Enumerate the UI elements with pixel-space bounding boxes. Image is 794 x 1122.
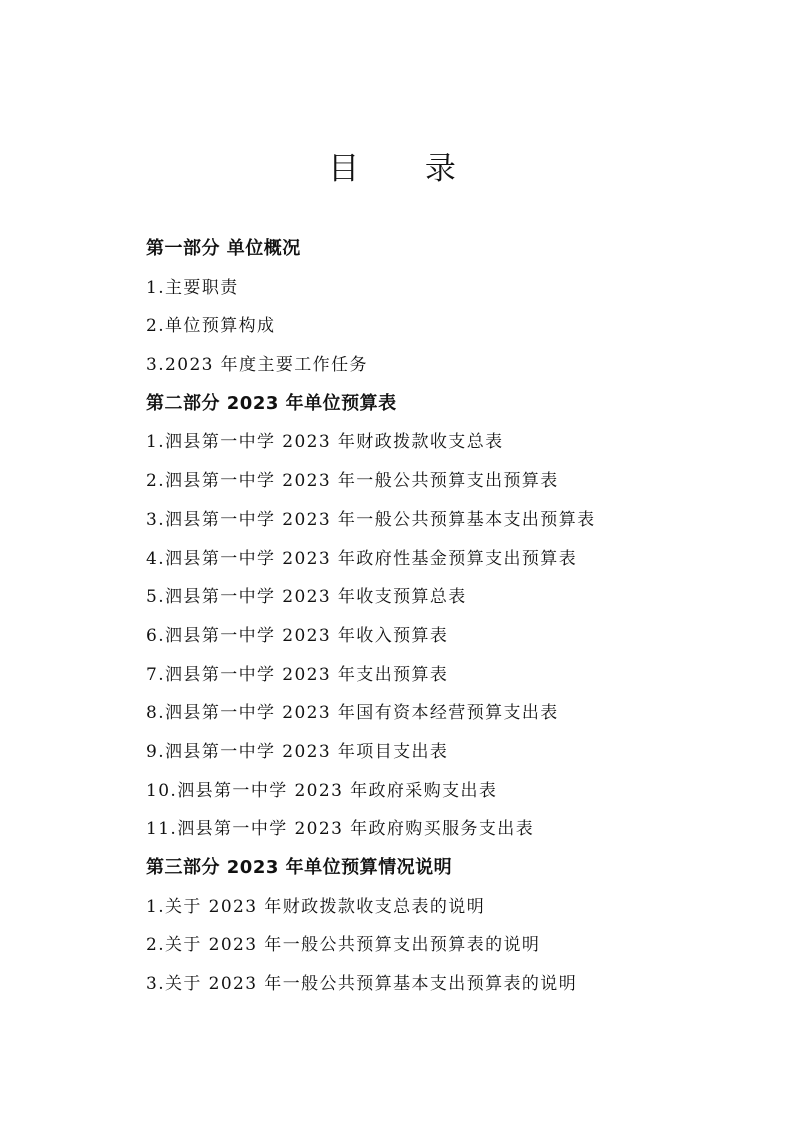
toc-item[interactable]: 3.关于 2023 年一般公共预算基本支出预算表的说明 <box>146 974 578 995</box>
toc-item[interactable]: 2.单位预算构成 <box>146 316 276 337</box>
toc-item[interactable]: 10.泗县第一中学 2023 年政府采购支出表 <box>146 780 498 801</box>
toc-item[interactable]: 6.泗县第一中学 2023 年收入预算表 <box>146 625 449 646</box>
toc-item[interactable]: 9.泗县第一中学 2023 年项目支出表 <box>146 741 449 762</box>
toc-item[interactable]: 3.2023 年度主要工作任务 <box>146 355 368 376</box>
toc-item[interactable]: 5.泗县第一中学 2023 年收支预算总表 <box>146 587 467 608</box>
toc-item[interactable]: 7.泗县第一中学 2023 年支出预算表 <box>146 664 449 685</box>
toc-item[interactable]: 1.泗县第一中学 2023 年财政拨款收支总表 <box>146 432 504 453</box>
toc-item[interactable]: 3.泗县第一中学 2023 年一般公共预算基本支出预算表 <box>146 509 596 530</box>
page-title: 目 录 <box>328 151 484 187</box>
toc-item[interactable]: 1.主要职责 <box>146 277 239 298</box>
toc-item[interactable]: 2.关于 2023 年一般公共预算支出预算表的说明 <box>146 935 541 956</box>
toc-item[interactable]: 8.泗县第一中学 2023 年国有资本经营预算支出表 <box>146 703 559 724</box>
toc-item[interactable]: 2.泗县第一中学 2023 年一般公共预算支出预算表 <box>146 471 559 492</box>
section-heading-part-3[interactable]: 第三部分 2023 年单位预算情况说明 <box>146 857 453 878</box>
toc-item[interactable]: 1.关于 2023 年财政拨款收支总表的说明 <box>146 896 486 917</box>
section-heading-part-2[interactable]: 第二部分 2023 年单位预算表 <box>146 392 397 414</box>
toc-item[interactable]: 4.泗县第一中学 2023 年政府性基金预算支出预算表 <box>146 548 578 569</box>
toc-item[interactable]: 11.泗县第一中学 2023 年政府购买服务支出表 <box>146 819 535 840</box>
section-heading-part-1[interactable]: 第一部分 单位概况 <box>146 238 301 259</box>
table-of-contents <box>146 230 766 1004</box>
